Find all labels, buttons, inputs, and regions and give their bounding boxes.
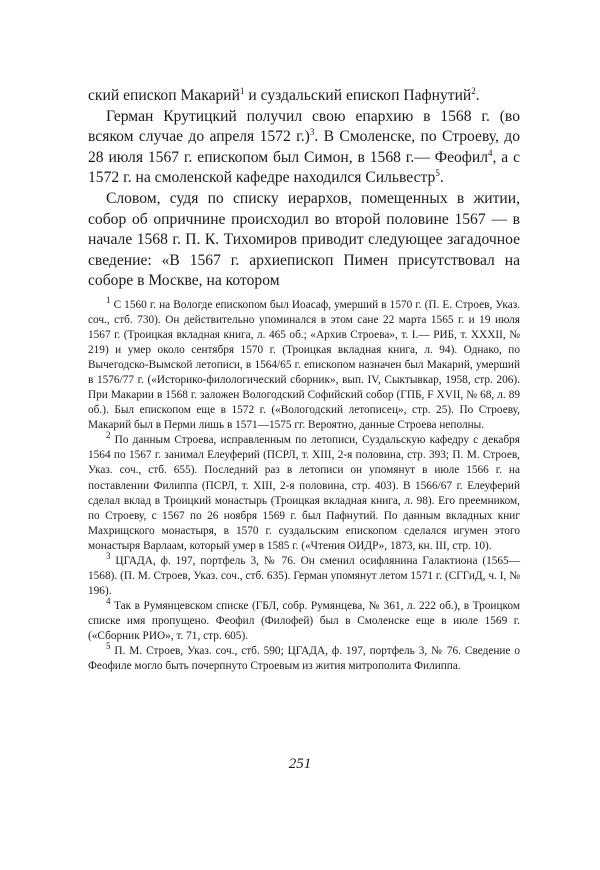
page-content [88,86,520,674]
footnote-ref-2: 2 [471,85,476,96]
main-text [88,86,520,292]
paragraph-2: Герман Крутицкий получил свою епархию в 1568 г. (во всяком случае до апреля 1572 г.)$^3$. В Смоленске, по Строеву, до 28 июля 1567 г. епископом был Симон, в 1568 г.— Феофил$^4$, а с 1572 г. на смоленской кафедре находился Сильвестр$^5$. [88,107,521,187]
footnote-5: $^5$ П. М. Строев, Указ. соч., стб. 590; ЦГАДА, ф. 197, портфель 3, № 76. Сведение о Феофиле могло быть почерпнуто Строевым из жития митрополита Филиппа. [88,641,521,673]
footnote-1: $^1$ С 1560 г. на Вологде епископом был Иоасаф, умерший в 1570 г. (П. Е. Строев, Указ. соч., стб. 730). Он действительно упоминался в этом сане 22 марта 1565 г. и 19 июля 1567 г. (Троицкая вкладная книга, л. 465 об.; «Архив Строева», т. I.— РИБ, т. XXXII, № 219) и умер около сентября 1570 г. (Троицкая вкладная книга, л. 94). Однако, по Вычегодско-Вымской летописи, в 1564/65 г. епископом назначен был Макарий, умерший в 1576/77 г. («Историко-филологический сборник», вып. IV, Сыктывкар, 1958, стр. 206). При Макарии в 1568 г. заложен Вологодский Софийский собор (ГПБ, F XVII, № 68, л. 89 об.). Был епископом еще в 1572 г. («Вологодский летописец», стр. 25). По Строеву, Макарий был в Перми лишь в 1571—1575 гг. Вероятно, данные Строева неполны. [88,295,520,432]
footnote-ref-1: 1 [239,85,245,96]
footnotes [88,295,521,674]
footnote-ref-4: 4 [488,147,493,158]
page-number: 251 [288,756,312,772]
footnote-3: $^3$ ЦГАДА, ф. 197, портфель 3, № 76. Он сменил осифлянина Галактиона (1565—1568). (П. М. Строев, Указ. соч., стб. 635). Герман упомянут летом 1571 г. (СГГиД, ч. I, № 196). [88,550,521,597]
footnote-2: $^2$ По данным Строева, исправленным по летописи, Суздальскую кафедру с декабря 1564 по 1567 г. занимал Елеуферий (ПСРЛ, т. XIII, 2-я половина, стр. 393; П. М. Строев, Указ. соч., стб. 655). Последний раз в летописи он упомянут в июле 1566 г. на поставлении Филиппа (ПСРЛ, т. XIII, 2-я половина, стр. 403). В 1566/67 г. Елеуферий сделал вклад в Троицкий монастырь (Троицкая вкладная книга, л. 98). Его преемником, по Строеву, с 1567 по 26 ноября 1569 г. был Пафнутий. По данным вкладных книг Махрищского монастыря, в 1570 г. суздальским епископом сделался игумен этого монастыря Варлаам, который умер в 1585 г. («Чтения ОИДР», 1873, кн. III, стр. 10). [88,430,521,552]
paragraph-1: ский епископ Макарий$^1$ и суздальский епископ Пафнутий$^2$. [88,85,480,104]
footnote-4: $^4$ Так в Румянцевском списке (ГБЛ, собр. Румянцева, № 361, л. 222 об.), в Троицком списке имя пропущено. Феофил (Филофей) был в Смоленске еще в июле 1569 г. («Сборник РИО», т. 71, стр. 605). [88,596,520,642]
footnote-ref-3: 3 [309,127,315,137]
footnote-ref-5: 5 [435,168,440,179]
paragraph-3: Словом, судя по списку иерархов, помещенных в житии, собор об опричнине происходил во второй половине 1567 — в начале 1568 г. П. К. Тихомиров приводит следующее загадочное сведение: «В 1567 г. архиепископ Пимен присутствовал на соборе в Москве, на котором [88,189,520,290]
